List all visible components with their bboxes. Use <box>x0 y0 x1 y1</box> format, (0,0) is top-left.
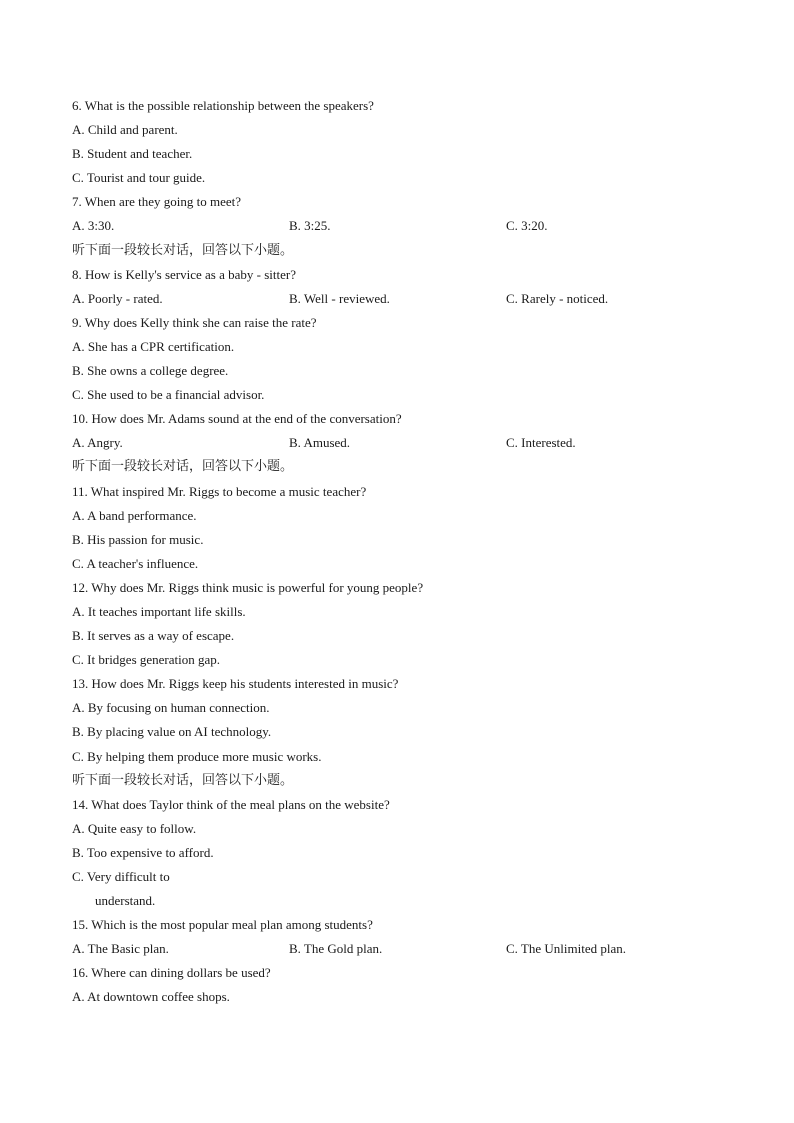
option: A. She has a CPR certification. <box>72 338 235 354</box>
option: C. Rarely - noticed. <box>506 290 609 306</box>
option: B. She owns a college degree. <box>72 363 229 379</box>
question: 11. What inspired Mr. Riggs to become a music teacher? <box>72 483 367 499</box>
option: C. Tourist and tour guide. <box>72 170 206 186</box>
section-instruction: 听下面一段较长对话，回答以下小题。 <box>72 459 294 475</box>
option: C. Very difficult to <box>72 869 170 884</box>
option: B. Student and teacher. <box>72 146 193 162</box>
option: C. The Unlimited plan. <box>506 941 626 957</box>
option: A. Angry. <box>72 435 123 451</box>
option: A. It teaches important life skills. <box>72 603 246 619</box>
question: 16. Where can dining dollars be used? <box>72 965 271 981</box>
question: 15. Which is the most popular meal plan among students? <box>72 917 373 933</box>
question: 13. How does Mr. Riggs keep his students interested in music? <box>72 676 399 692</box>
option: A. 3:30. <box>72 218 115 234</box>
section-instruction: 听下面一段较长对话，回答以下小题。 <box>72 772 294 788</box>
option: B. Too expensive to afford. <box>72 844 214 860</box>
question: 10. How does Mr. Adams sound at the end of the conversation? <box>72 411 402 427</box>
option: A. A band performance. <box>72 507 197 523</box>
question: 9. Why does Kelly think she can raise the rate? <box>72 314 317 330</box>
option: C. 3:20. <box>506 218 548 234</box>
option: B. Amused. <box>289 435 351 451</box>
option: B. By placing value on AI technology. <box>72 724 272 740</box>
question: 8. How is Kelly's service as a baby - sitter? <box>72 266 297 282</box>
option: B. It serves as a way of escape. <box>72 628 235 644</box>
option: B. 3:25. <box>289 218 331 234</box>
option: C. By helping them produce more music works. <box>72 748 322 764</box>
option-row <box>72 937 732 961</box>
option: A. Poorly - rated. <box>72 290 163 306</box>
option-continuation: understand. <box>95 893 156 909</box>
option: A. The Basic plan. <box>72 941 169 957</box>
option-row <box>72 214 732 238</box>
question: 6. What is the possible relationship between the speakers? <box>72 98 374 113</box>
option: C. It bridges generation gap. <box>72 652 221 668</box>
option: A. Child and parent. <box>72 122 178 138</box>
option-row <box>72 287 732 311</box>
question: 12. Why does Mr. Riggs think music is powerful for young people? <box>72 579 424 595</box>
option: A. At downtown coffee shops. <box>72 989 230 1005</box>
option: A. Quite easy to follow. <box>72 820 197 836</box>
option: C. Interested. <box>506 435 576 451</box>
option: B. His passion for music. <box>72 531 204 547</box>
option: B. The Gold plan. <box>289 941 383 957</box>
section-instruction: 听下面一段较长对话，回答以下小题。 <box>72 242 294 258</box>
option: C. She used to be a financial advisor. <box>72 387 265 403</box>
question: 7. When are they going to meet? <box>72 194 242 210</box>
option: A. By focusing on human connection. <box>72 700 270 716</box>
question: 14. What does Taylor think of the meal plans on the website? <box>72 796 390 812</box>
option: C. A teacher's influence. <box>72 555 199 571</box>
option-row <box>72 431 732 455</box>
option: B. Well - reviewed. <box>289 290 390 306</box>
exam-page <box>72 94 732 1010</box>
